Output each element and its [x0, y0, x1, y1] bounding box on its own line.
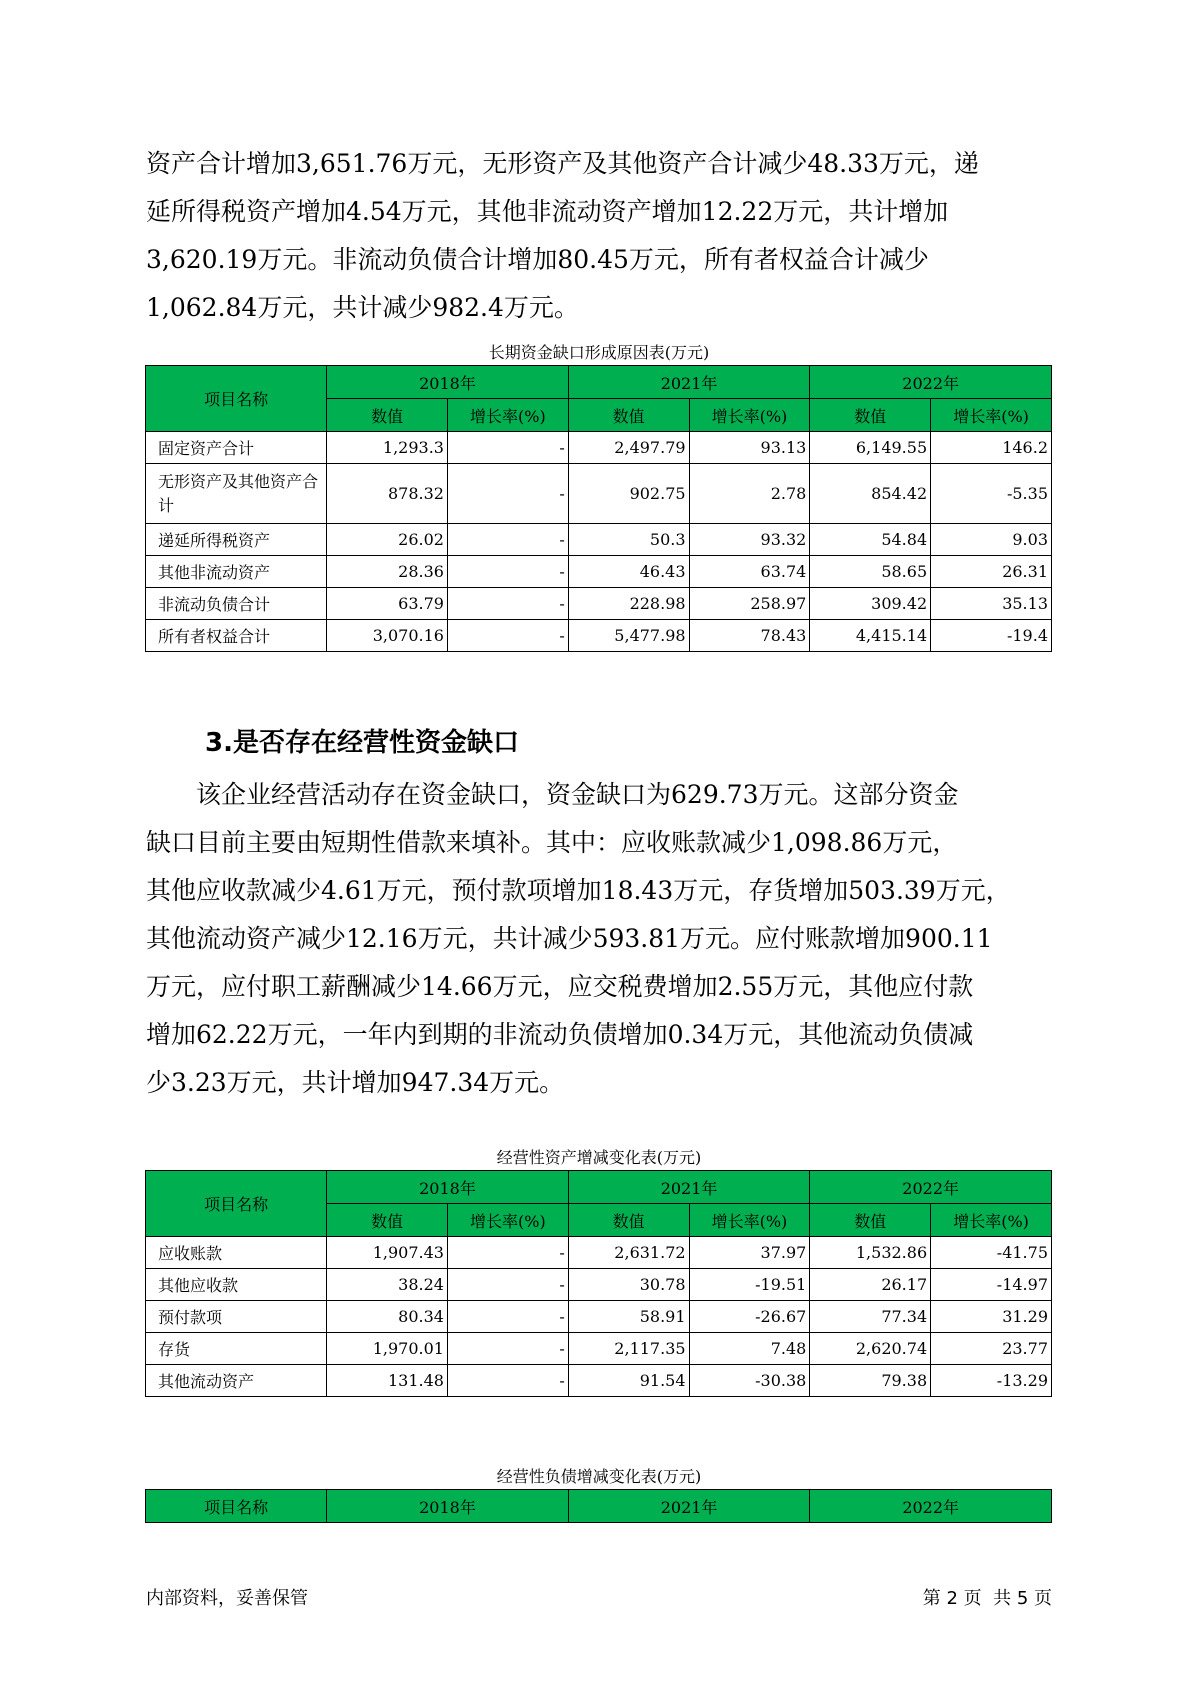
cell-rate: 7.48: [689, 1333, 810, 1365]
row-name: 所有者权益合计: [146, 620, 327, 652]
paragraph-line: 增加62.22万元，一年内到期的非流动负债增加0.34万元，其他流动负债减: [146, 1020, 974, 1049]
cell-value: 80.34: [327, 1301, 448, 1333]
column-header-value: 数值: [327, 399, 448, 432]
column-header-value: 数值: [327, 1204, 448, 1237]
cell-value: 63.79: [327, 588, 448, 620]
cell-value: 2,497.79: [568, 432, 689, 464]
table-caption: 经营性负债增减变化表(万元): [496, 1467, 702, 1486]
column-header-item-name: 项目名称: [146, 1490, 327, 1523]
cell-value: 902.75: [568, 464, 689, 524]
table-caption: 长期资金缺口形成原因表(万元): [488, 343, 710, 362]
footer-page-number: 第 2 页 共 5 页: [922, 1588, 1052, 1609]
row-name: 预付款项: [146, 1301, 327, 1333]
cell-value: 2,631.72: [568, 1237, 689, 1269]
cell-rate: 78.43: [689, 620, 810, 652]
cell-rate: -: [447, 556, 568, 588]
cell-value: 77.34: [810, 1301, 931, 1333]
paragraph-line: 3,620.19万元。非流动负债合计增加80.45万元，所有者权益合计减少: [146, 245, 929, 274]
column-header-year: 2018年: [327, 1490, 569, 1523]
column-header-value: 数值: [810, 399, 931, 432]
cell-value: 228.98: [568, 588, 689, 620]
column-header-year: 2022年: [810, 1171, 1052, 1204]
paragraph-line: 资产合计增加3,651.76万元，无形资产及其他资产合计减少48.33万元，递: [146, 149, 979, 178]
table-row: [146, 1269, 1052, 1301]
cell-rate: -41.75: [931, 1237, 1052, 1269]
cell-rate: -: [447, 1365, 568, 1397]
column-header-growth-rate: 增长率(%): [447, 1204, 568, 1237]
section-heading: 3.是否存在经营性资金缺口: [205, 728, 519, 758]
cell-value: 1,970.01: [327, 1333, 448, 1365]
table-row: [146, 1333, 1052, 1365]
cell-rate: -13.29: [931, 1365, 1052, 1397]
row-name: 递延所得税资产: [146, 524, 327, 556]
row-name: 其他流动资产: [146, 1365, 327, 1397]
column-header-growth-rate: 增长率(%): [689, 399, 810, 432]
cell-rate: 93.32: [689, 524, 810, 556]
cell-value: 2,620.74: [810, 1333, 931, 1365]
cell-value: 878.32: [327, 464, 448, 524]
column-header-year: 2021年: [568, 1490, 810, 1523]
column-header-year: 2021年: [568, 1171, 810, 1204]
cell-value: 91.54: [568, 1365, 689, 1397]
paragraph-line: 其他流动资产减少12.16万元，共计减少593.81万元。应付账款增加900.11: [146, 924, 993, 953]
cell-rate: 31.29: [931, 1301, 1052, 1333]
cell-rate: 63.74: [689, 556, 810, 588]
cell-rate: 37.97: [689, 1237, 810, 1269]
cell-rate: 26.31: [931, 556, 1052, 588]
footer-confidential-note: 内部资料，妥善保管: [146, 1588, 308, 1609]
cell-rate: -: [447, 620, 568, 652]
column-header-growth-rate: 增长率(%): [689, 1204, 810, 1237]
cell-value: 58.91: [568, 1301, 689, 1333]
cell-value: 131.48: [327, 1365, 448, 1397]
table-row: [146, 556, 1052, 588]
long-term-funding-gap-table: [145, 365, 1052, 652]
cell-value: 46.43: [568, 556, 689, 588]
row-name: 无形资产及其他资产合计: [146, 464, 327, 524]
cell-value: 28.36: [327, 556, 448, 588]
cell-value: 50.3: [568, 524, 689, 556]
cell-rate: -30.38: [689, 1365, 810, 1397]
cell-rate: 35.13: [931, 588, 1052, 620]
paragraph-2: [146, 733, 1052, 1107]
column-header-year: 2021年: [568, 366, 810, 399]
cell-value: 3,070.16: [327, 620, 448, 652]
column-header-year: 2018年: [327, 366, 569, 399]
column-header-growth-rate: 增长率(%): [931, 1204, 1052, 1237]
cell-value: 309.42: [810, 588, 931, 620]
row-name: 固定资产合计: [146, 432, 327, 464]
paragraph-line: 该企业经营活动存在资金缺口，资金缺口为629.73万元。这部分资金: [196, 780, 959, 809]
table-row: [146, 524, 1052, 556]
cell-rate: -: [447, 1333, 568, 1365]
operating-assets-table: [145, 1170, 1052, 1397]
operating-liabilities-table: [145, 1489, 1052, 1523]
cell-value: 6,149.55: [810, 432, 931, 464]
cell-value: 4,415.14: [810, 620, 931, 652]
table-row: [146, 432, 1052, 464]
column-header-year: 2018年: [327, 1171, 569, 1204]
cell-value: 58.65: [810, 556, 931, 588]
cell-value: 79.38: [810, 1365, 931, 1397]
cell-value: 1,532.86: [810, 1237, 931, 1269]
column-header-year: 2022年: [810, 366, 1052, 399]
cell-rate: 2.78: [689, 464, 810, 524]
cell-rate: -5.35: [931, 464, 1052, 524]
table-row: [146, 588, 1052, 620]
cell-rate: -: [447, 464, 568, 524]
column-header-year: 2022年: [810, 1490, 1052, 1523]
cell-rate: 146.2: [931, 432, 1052, 464]
column-header-growth-rate: 增长率(%): [931, 399, 1052, 432]
paragraph-line: 少3.23万元，共计增加947.34万元。: [146, 1068, 565, 1097]
column-header-value: 数值: [568, 1204, 689, 1237]
column-header-item-name: 项目名称: [146, 366, 327, 432]
cell-rate: -: [447, 432, 568, 464]
cell-rate: -: [447, 524, 568, 556]
cell-rate: -: [447, 1301, 568, 1333]
row-name: 存货: [146, 1333, 327, 1365]
cell-rate: 258.97: [689, 588, 810, 620]
row-name: 应收账款: [146, 1237, 327, 1269]
cell-value: 1,293.3: [327, 432, 448, 464]
cell-rate: -26.67: [689, 1301, 810, 1333]
cell-rate: -19.51: [689, 1269, 810, 1301]
table-row: [146, 1237, 1052, 1269]
cell-value: 30.78: [568, 1269, 689, 1301]
cell-rate: -: [447, 1237, 568, 1269]
cell-rate: -19.4: [931, 620, 1052, 652]
cell-value: 1,907.43: [327, 1237, 448, 1269]
table-row: [146, 1365, 1052, 1397]
paragraph-1: [146, 140, 1052, 332]
paragraph-line: 其他应收款减少4.61万元，预付款项增加18.43万元，存货增加503.39万元，: [146, 876, 1011, 905]
cell-value: 2,117.35: [568, 1333, 689, 1365]
cell-rate: -: [447, 1269, 568, 1301]
column-header-growth-rate: 增长率(%): [447, 399, 568, 432]
cell-value: 26.17: [810, 1269, 931, 1301]
column-header-value: 数值: [568, 399, 689, 432]
paragraph-line: 延所得税资产增加4.54万元，其他非流动资产增加12.22万元，共计增加: [146, 197, 949, 226]
paragraph-line: 1,062.84万元，共计减少982.4万元。: [146, 293, 579, 322]
row-name: 其他应收款: [146, 1269, 327, 1301]
cell-rate: 93.13: [689, 432, 810, 464]
cell-value: 5,477.98: [568, 620, 689, 652]
table-caption: 经营性资产增减变化表(万元): [496, 1148, 702, 1167]
paragraph-line: 缺口目前主要由短期性借款来填补。其中：应收账款减少1,098.86万元，: [146, 828, 958, 857]
cell-value: 26.02: [327, 524, 448, 556]
row-name: 其他非流动资产: [146, 556, 327, 588]
cell-value: 38.24: [327, 1269, 448, 1301]
cell-rate: -14.97: [931, 1269, 1052, 1301]
cell-rate: 23.77: [931, 1333, 1052, 1365]
table-row: [146, 464, 1052, 524]
column-header-value: 数值: [810, 1204, 931, 1237]
row-name: 非流动负债合计: [146, 588, 327, 620]
paragraph-line: 万元，应付职工薪酬减少14.66万元，应交税费增加2.55万元，其他应付款: [146, 972, 974, 1001]
cell-rate: -: [447, 588, 568, 620]
table-row: [146, 620, 1052, 652]
column-header-item-name: 项目名称: [146, 1171, 327, 1237]
cell-value: 54.84: [810, 524, 931, 556]
cell-rate: 9.03: [931, 524, 1052, 556]
cell-value: 854.42: [810, 464, 931, 524]
table-row: [146, 1301, 1052, 1333]
